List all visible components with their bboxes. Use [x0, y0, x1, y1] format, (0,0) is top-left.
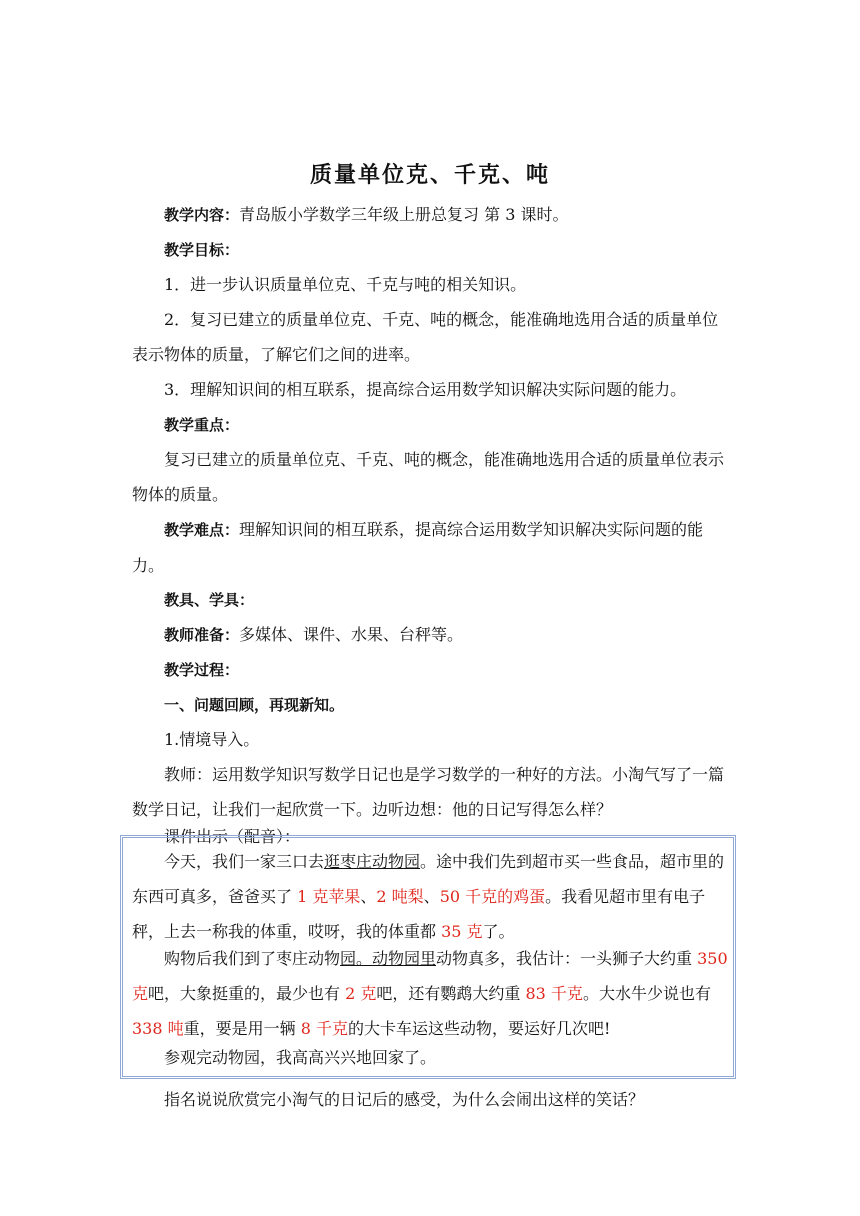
teacher-talk: 教师：运用数学知识写数学日记也是学习数学的一种好的方法。小淘气写了一篇数学日记，让我们一起欣赏一下。边听边想：他的日记写得怎么样？ — [132, 765, 725, 819]
key-point-heading: 教学重点： — [164, 416, 240, 434]
difficulty-label: 教学难点： — [164, 521, 240, 539]
wrong-unit: 8 千克 — [300, 1019, 349, 1038]
wrong-unit: 338 吨 — [132, 1019, 184, 1038]
tools-heading: 教具、学具： — [164, 591, 255, 609]
goal-item-1: 1．进一步认识质量单位克、千克与吨的相关知识。 — [164, 275, 527, 294]
goal-item-3: 3．理解知识间的相互联系，提高综合运用数学知识解决实际问题的能力。 — [164, 380, 687, 399]
teaching-content-text: 青岛版小学数学三年级上册总复习 第 3 课时。 — [239, 205, 569, 224]
underlined-text: 园。动物园里 — [340, 949, 437, 968]
teacher-prep-text: 多媒体、课件、水果、台秤等。 — [239, 625, 464, 644]
wrong-unit: 350 克 — [132, 949, 728, 1003]
wrong-unit: 50 千克的鸡蛋 — [439, 887, 546, 906]
diary-paragraph-3: 参观完动物园，我高高兴兴地回家了。 — [164, 1048, 437, 1067]
wrong-unit: 1 克苹果 — [297, 887, 361, 906]
wrong-unit: 83 千克 — [525, 984, 583, 1003]
teacher-prep-label: 教师准备： — [164, 626, 240, 644]
section-heading: 一、问题回顾，再现新知。 — [164, 696, 345, 714]
teacher-prep — [132, 617, 732, 653]
process-heading: 教学过程： — [164, 661, 240, 679]
teaching-content-label: 教学内容： — [164, 206, 240, 224]
difficulty — [132, 512, 732, 583]
diary-paragraph-2: 购物后我们到了枣庄动物园。动物园里动物真多，我估计：一头狮子大约重 350 克吧，大象挺重的，最少也有 2 克吧，还有鹦鹉大约重 83 千克。大水牛少说也有 338 吨重，要是用一辆 8 千克的大卡车运这些动物，要运好几次吧! — [132, 949, 728, 1038]
courseware-note: 课件出示（配音）： — [164, 827, 301, 846]
page-title: 质量单位克、千克、吨 — [309, 163, 550, 188]
wrong-unit: 2 吨梨 — [376, 887, 424, 906]
wrong-unit: 2 克 — [345, 984, 377, 1003]
closing-question: 指名说说欣赏完小淘气的日记后的感受，为什么会闹出这样的笑话？ — [164, 1090, 645, 1109]
teaching-goals-heading: 教学目标： — [164, 241, 240, 259]
diary-paragraph-1: 今天，我们一家三口去逛枣庄动物园。途中我们先到超市买一些食品，超市里的东西可真多，爸爸买了 1 克苹果、2 吨梨、50 千克的鸡蛋。我看见超市里有电子秤，上去一称我的体重，哎呀，我的体重都 35 克了。 — [132, 852, 725, 941]
goal-item-2: 2．复习已建立的质量单位克、千克、吨的概念，能准确地选用合适的质量单位表示物体的质量，了解它们之间的进率。 — [132, 310, 719, 364]
difficulty-text: 理解知识间的相互联系，提高综合运用数学知识解决实际问题的能力。 — [132, 520, 704, 575]
wrong-unit: 35 克 — [441, 922, 483, 941]
step-1: 1.情境导入。 — [164, 730, 260, 749]
teaching-content — [132, 197, 732, 233]
underlined-text: 逛枣庄动物园 — [324, 852, 421, 871]
key-point-text: 复习已建立的质量单位克、千克、吨的概念，能准确地选用合适的质量单位表示物体的质量。 — [132, 450, 725, 504]
